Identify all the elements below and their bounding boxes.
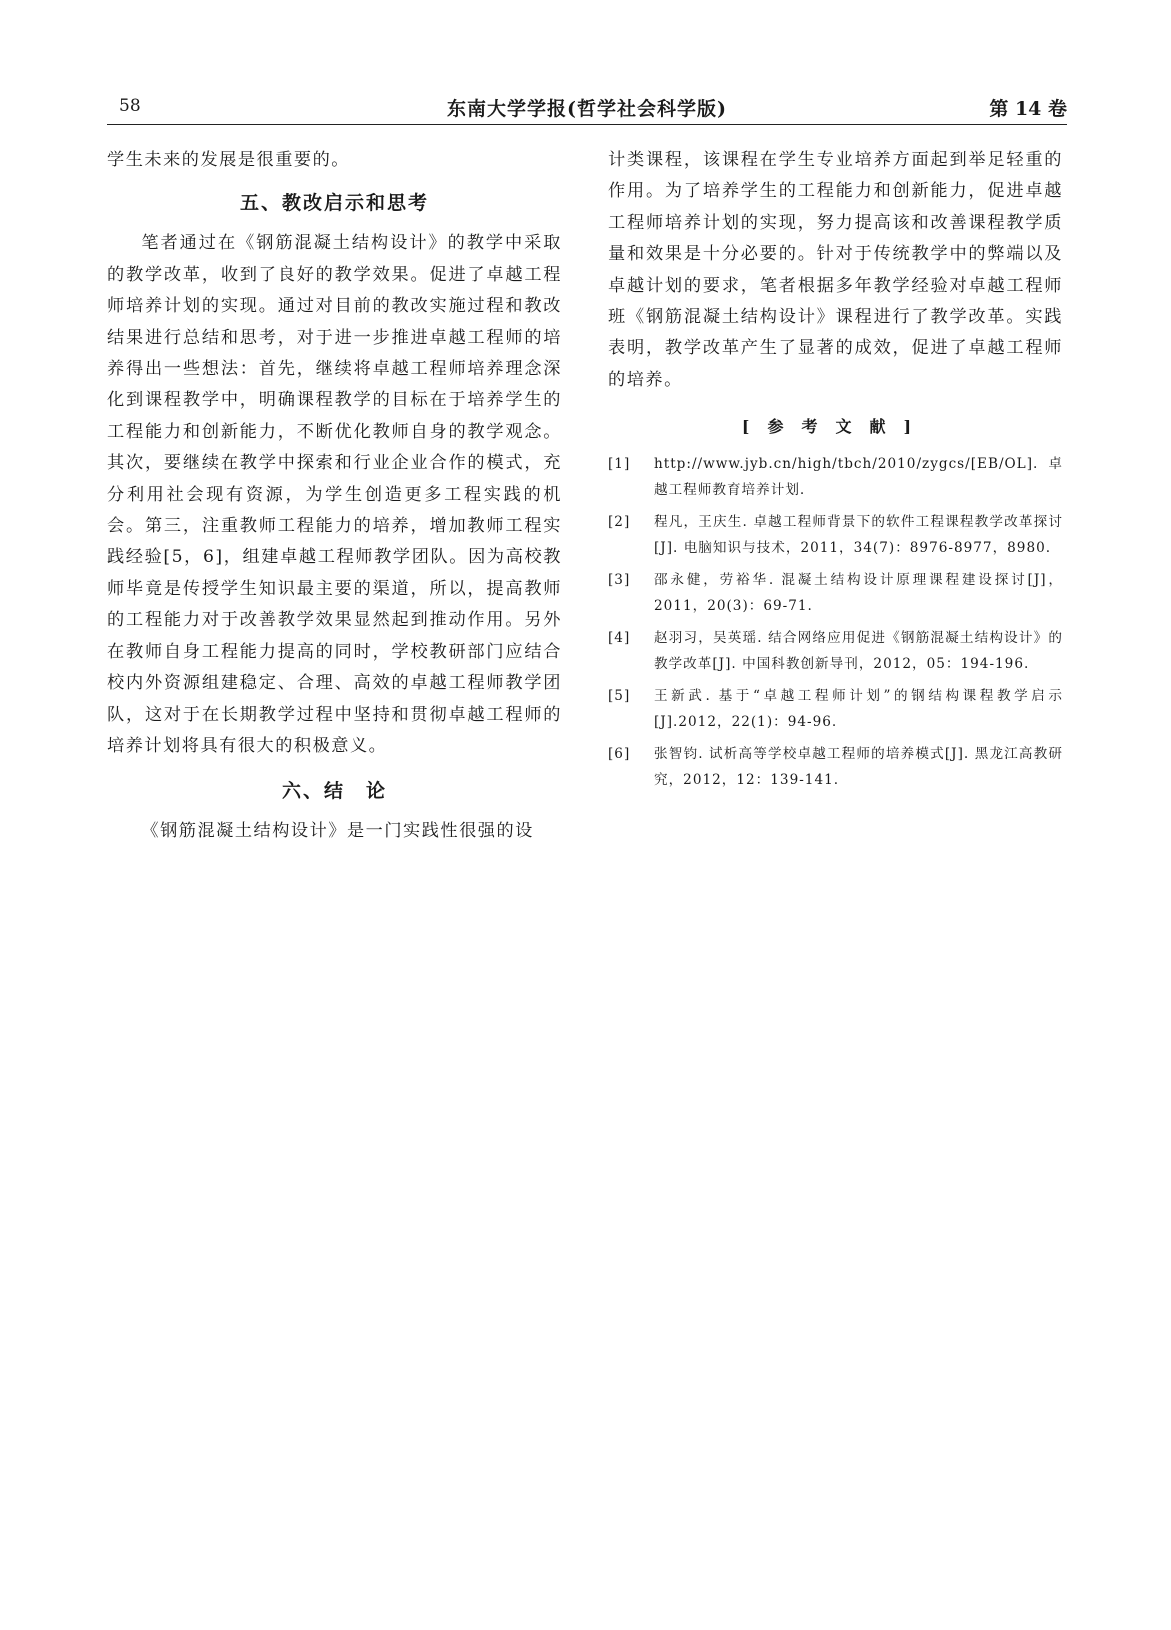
journal-title: 东南大学学报(哲学社会科学版)	[447, 98, 727, 120]
page-header	[107, 88, 1067, 125]
paragraph-continued: 学生未来的发展是很重要的。	[107, 150, 350, 170]
reference-text: 邵永健，劳裕华. 混凝土结构设计原理课程建设探讨[J]，2011，20(3)：69-71.	[654, 572, 1063, 615]
section-5-paragraph: 笔者通过在《钢筋混凝土结构设计》的教学中采取的教学改革，收到了良好的教学效果。促进了卓越工程师培养计划的实现。通过对目前的教改实施过程和教改结果进行总结和思考，对于进一步推进卓越工程师的培养得出一些想法：首先，继续将卓越工程师培养理念深化到课程教学中，明确课程教学的目标在于培养学生的工程能力和创新能力，不断优化教师自身的教学观念。其次，要继续在教学中探索和行业企业合作的模式，充分利用社会现有资源，为学生创造更多工程实践的机会。第三，注重教师工程能力的培养，增加教师工程实践经验[5，6]，组建卓越工程师教学团队。因为高校教师毕竟是传授学生知识最主要的渠道，所以，提高教师的工程能力对于改善教学效果显然起到推动作用。另外在教师自身工程能力提高的同时，学校教研部门应结合校内外资源组建稳定、合理、高效的卓越工程师教学团队，这对于在长期教学过程中坚持和贯彻卓越工程师的培养计划将具有很大的积极意义。	[107, 233, 562, 756]
reference-item	[608, 683, 1063, 735]
reference-text: http://www.jyb.cn/high/tbch/2010/zygcs/[EB/OL].卓越工程师教育培养计划.	[654, 456, 1063, 499]
reference-text: 张智钧. 试析高等学校卓越工程师的培养模式[J]. 黑龙江高教研究，2012，12：139-141.	[654, 746, 1063, 789]
reference-list	[608, 451, 1063, 793]
right-column	[608, 145, 1063, 793]
reference-number: [6]	[608, 746, 631, 763]
reference-number: [5]	[608, 688, 631, 705]
reference-item	[608, 625, 1063, 677]
reference-item	[608, 741, 1063, 793]
references-title: [参考文献]	[741, 417, 930, 437]
reference-item	[608, 451, 1063, 503]
reference-text: 王新武. 基于“卓越工程师计划”的钢结构课程教学启示[J].2012，22(1)：94-96.	[654, 688, 1063, 731]
section-6-paragraph-start: 《钢筋混凝土结构设计》是一门实践性很强的设	[141, 821, 534, 842]
reference-item	[608, 567, 1063, 619]
reference-text: 程凡，王庆生. 卓越工程师背景下的软件工程课程教学改革探讨[J]. 电脑知识与技术，2011，34(7)：8976-8977，8980.	[654, 514, 1063, 557]
reference-text: 赵羽习，吴英瑶. 结合网络应用促进《钢筋混凝土结构设计》的教学改革[J]. 中国科教创新导刊，2012，05：194-196.	[654, 630, 1063, 673]
reference-number: [4]	[608, 630, 631, 647]
reference-number: [2]	[608, 514, 631, 531]
reference-item	[608, 509, 1063, 561]
volume-label: 第 14 卷	[989, 98, 1067, 120]
section-6-paragraph-continued: 计类课程，该课程在学生专业培养方面起到举足轻重的作用。为了培养学生的工程能力和创新能力，促进卓越工程师培养计划的实现，努力提高该和改善课程教学质量和效果是十分必要的。针对于传统教学中的弊端以及卓越计划的要求，笔者根据多年教学经验对卓越工程师班《钢筋混凝土结构设计》课程进行了教学改革。实践表明，教学改革产生了显著的成效，促进了卓越工程师的培养。	[608, 150, 1063, 390]
section-5-title: 五、教改启示和思考	[239, 192, 429, 215]
page-number: 58	[119, 96, 141, 116]
reference-number: [1]	[608, 456, 631, 473]
section-6-title: 六、结 论	[281, 780, 387, 803]
left-column	[107, 145, 562, 848]
reference-number: [3]	[608, 572, 631, 589]
